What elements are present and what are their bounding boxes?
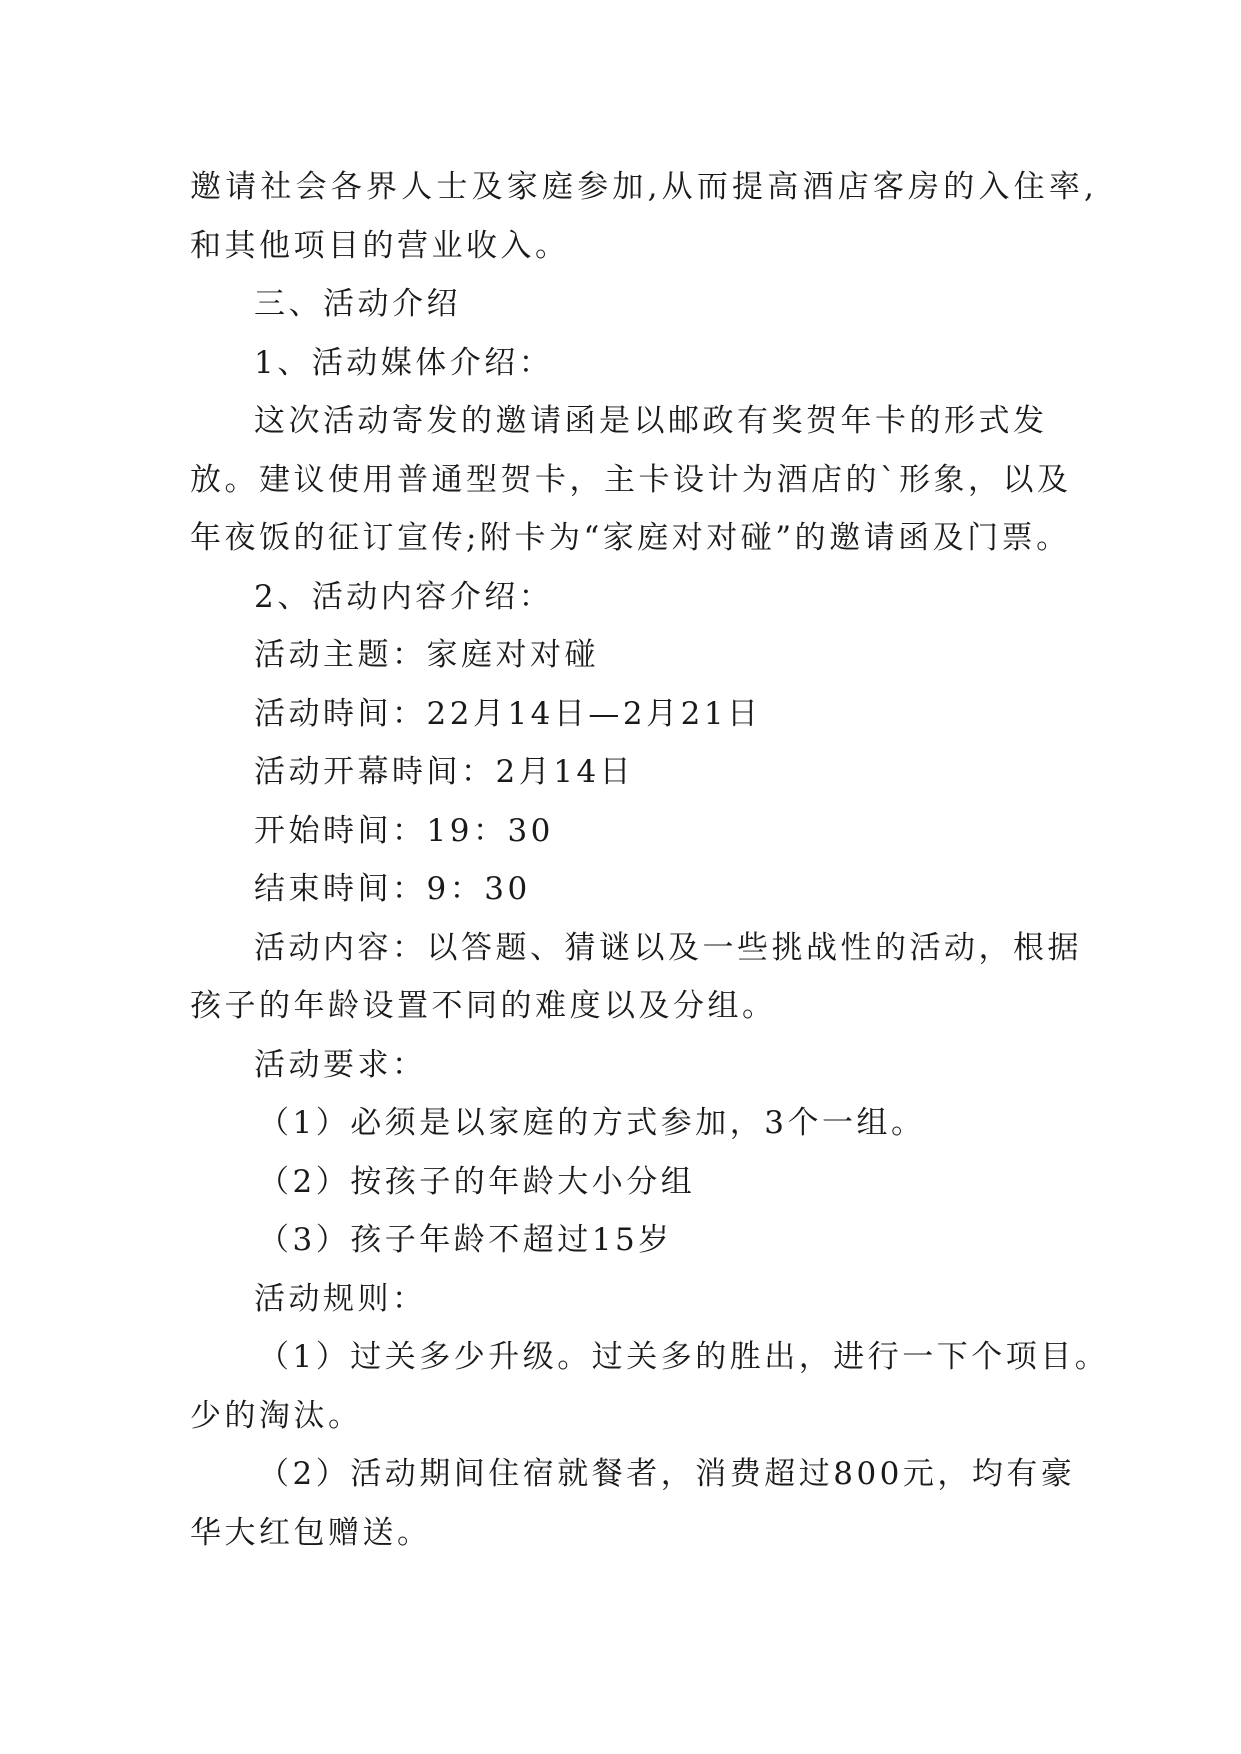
document-page [190,158,1110,1562]
list-item: （1）必须是以家庭的方式参加，3个一组。 [258,1105,926,1141]
paragraph-line: 活动内容：以答题、猜谜以及一些挑战性的活动，根据 [254,929,1082,966]
paragraph-line: 孩子的年龄设置不同的难度以及分组。 [190,988,777,1024]
paragraph-line: 年夜饭的征订宣传;附卡为“家庭对对碰”的邀请函及门票。 [190,520,1071,556]
subsection-heading: 1、活动媒体介绍： [254,344,554,381]
list-item: （2）活动期间住宿就餐者，消费超过800元，均有豪 [258,1456,1076,1492]
paragraph-line: 和其他项目的营业收入。 [190,227,570,264]
paragraph-line: 华大红包赠送。 [190,1514,432,1551]
paragraph-line: 放。建议使用普通型贺卡，主卡设计为酒店的`形象，以及 [190,461,1072,498]
paragraph-line: 活动开幕時间：2月14日 [254,754,635,790]
subsection-heading: 2、活动内容介绍： [254,578,554,615]
paragraph-line: 活动時间：22月14日—2月21日 [254,695,762,732]
paragraph-line: 邀请社会各界人士及家庭参加,从而提高酒店客房的入住率, [190,169,1099,205]
paragraph-line: 这次活动寄发的邀请函是以邮政有奖贺年卡的形式发 [254,403,1048,439]
list-item: （3）孩子年龄不超过15岁 [258,1222,673,1258]
paragraph-line: 结束時间：9：30 [254,871,531,907]
paragraph-line: 活动要求： [254,1046,427,1083]
list-item: （2）按孩子的年龄大小分组 [258,1163,696,1200]
section-heading: 三、活动介绍 [254,286,461,322]
paragraph-line: 活动规则： [254,1280,427,1317]
paragraph-line: 少的淘汰。 [190,1397,363,1434]
list-item: （1）过关多少升级。过关多的胜出，进行一下个项目。 [258,1339,1110,1375]
paragraph-line: 活动主题：家庭对对碰 [254,637,599,673]
paragraph-line: 开始時间：19：30 [254,812,554,849]
